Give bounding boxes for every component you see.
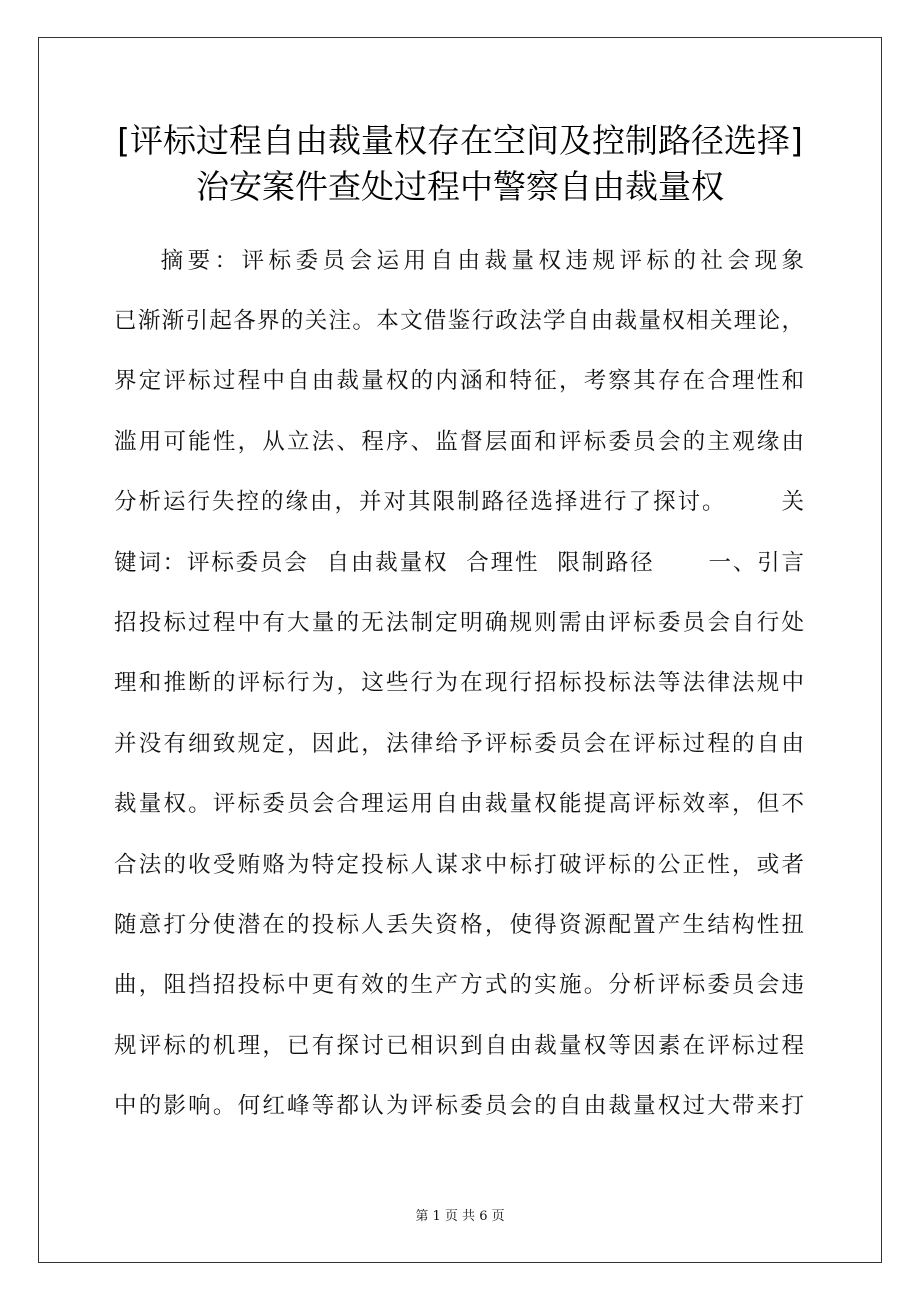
page-border [38,37,882,1263]
body-line-12: 随意打分使潜在的投标人丢失资格，使得资源配置产生结构性扭 [114,912,804,938]
body-line-3: 界定评标过程中自由裁量权的内涵和特征，考察其存在合理性和 [114,368,804,394]
body-line-11: 合法的收受贿赂为特定投标人谋求中标打破评标的公正性，或者 [114,852,804,878]
body-line-2: 已渐渐引起各界的关注。本文借鉴行政法学自由裁量权相关理论， [114,308,804,334]
body-line-14: 规评标的机理，已有探讨已相识到自由裁量权等因素在评标过程 [114,1033,804,1059]
body-line-5: 分析运行失控的缘由，并对其限制路径选择进行了探讨。 关 [114,489,804,515]
body-line-13: 曲，阻挡招投标中更有效的生产方式的实施。分析评标委员会违 [114,972,804,998]
document-title-line-1: [评标过程自由裁量权存在空间及控制路径选择] [117,121,803,160]
document-title-line-2: 治安案件查处过程中警察自由裁量权 [196,167,724,206]
page-number-footer: 第 1 页 共 6 页 [415,1209,505,1224]
body-line-1: 摘要：评标委员会运用自由裁量权违规评标的社会现象 [114,248,804,274]
body-line-10: 裁量权。评标委员会合理运用自由裁量权能提高评标效率，但不 [114,791,804,817]
body-line-9: 并没有细致规定，因此，法律给予评标委员会在评标过程的自由 [114,731,804,757]
body-line-4: 滥用可能性，从立法、程序、监督层面和评标委员会的主观缘由 [114,429,804,455]
body-line-6: 键词：评标委员会 自由裁量权 合理性 限制路径 一、引言 [114,550,804,576]
body-line-15: 中的影响。何红峰等都认为评标委员会的自由裁量权过大带来打 [114,1093,804,1119]
body-line-7: 招投标过程中有大量的无法制定明确规则需由评标委员会自行处 [114,610,804,636]
body-line-8: 理和推断的评标行为，这些行为在现行招标投标法等法律法规中 [114,670,804,696]
